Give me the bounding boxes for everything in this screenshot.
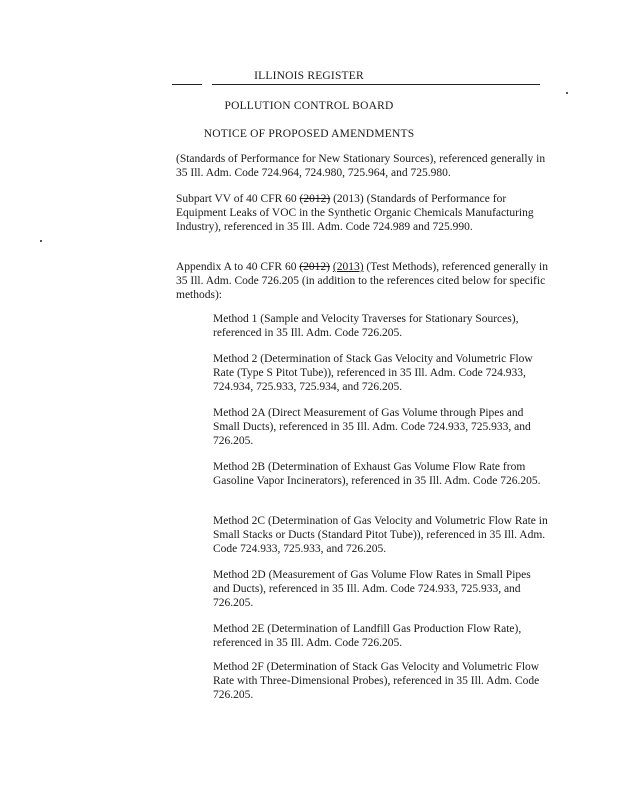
scan-speck (566, 92, 568, 94)
notice-title: NOTICE OF PROPOSED AMENDMENTS (203, 128, 415, 140)
method-2d: Method 2D (Measurement of Gas Volume Flow Rates in Small Pipes and Ducts), referenced in 35 Ill. Adm. Code 724.933, 725.933, and 726.205. (213, 569, 531, 609)
method-1: Method 1 (Sample and Velocity Traverses for Stationary Sources), referenced in 35 Ill. Adm. Code 726.205. (213, 313, 519, 339)
header-rule (212, 84, 540, 85)
method-2f: Method 2F (Determination of Stack Gas Velocity and Volumetric Flow Rate with Three-Dimensional Probes), referenced in 35 Ill. Adm. Code 726.205. (213, 661, 540, 701)
inserted-text: (2013) (332, 261, 364, 273)
method-2b: Method 2B (Determination of Exhaust Gas Volume Flow Rate from Gasoline Vapor Incinerators), referenced in 35 Ill. Adm. Code 726.205. (213, 461, 541, 487)
deleted-text: (2012) (299, 261, 330, 273)
text-run: Subpart VV of 40 CFR 60 (176, 193, 300, 205)
scan-speck (40, 240, 42, 242)
method-2: Method 2 (Determination of Stack Gas Velocity and Volumetric Flow Rate (Type S Pitot Tube)), referenced in 35 Ill. Adm. Code 724.933, 724.934, 725.933, 725.934, and 726.205. (213, 353, 533, 393)
text-run: (Test Methods), referenced generally in 35 Ill. Adm. Code 726.205 (in addition to the references cited below for specific methods): (176, 261, 548, 301)
method-2c: Method 2C (Determination of Gas Velocity and Volumetric Flow Rate in Small Stacks or Ducts (Standard Pitot Tube)), referenced in 35 Ill. Adm. Code 724.933, 725.933, and 726.205. (213, 515, 548, 555)
paragraph-subpart-vv (176, 192, 552, 234)
text-run: Appendix A to 40 CFR 60 (176, 261, 300, 273)
paragraph-appendix-a (176, 260, 552, 302)
deleted-text: (2012) (299, 193, 331, 205)
method-2a: Method 2A (Direct Measurement of Gas Volume through Pipes and Small Ducts), referenced in 35 Ill. Adm. Code 724.933, 725.933, and 726.205. (213, 407, 531, 447)
text-run: (2013) (Standards of Performance for Equipment Leaks of VOC in the Synthetic Organic Chemicals Manufacturing Industry), referenced in 35 Ill. Adm. Code 724.989 and 725.990. (176, 193, 534, 233)
register-title: ILLINOIS REGISTER (254, 70, 364, 82)
board-name: POLLUTION CONTROL BOARD (224, 100, 394, 112)
header-rule-left (172, 84, 202, 85)
method-2e: Method 2E (Determination of Landfill Gas Production Flow Rate), referenced in 35 Ill. Adm. Code 726.205. (213, 623, 522, 649)
paragraph-standards-reference: (Standards of Performance for New Stationary Sources), referenced generally in 35 Ill. Adm. Code 724.964, 724.980, 725.964, and 725.980. (176, 153, 546, 179)
